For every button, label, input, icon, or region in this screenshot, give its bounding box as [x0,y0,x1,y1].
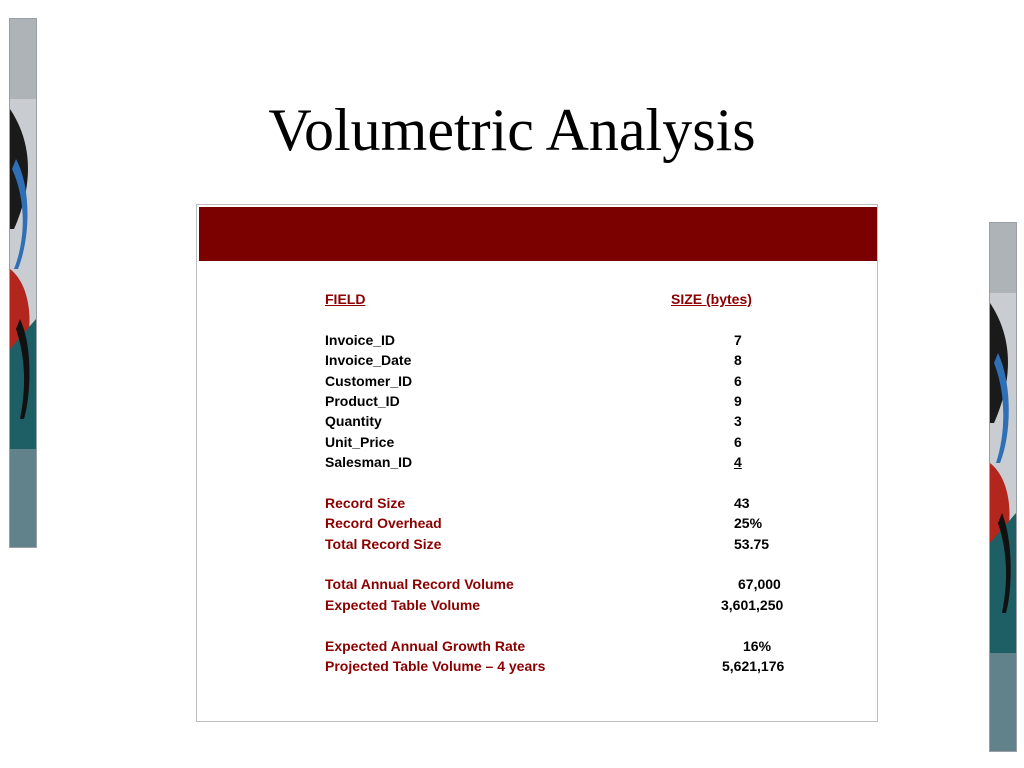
field-name: Invoice_Date [325,352,412,369]
summary-label: Total Annual Record Volume [325,576,514,593]
summary-value: 5,621,176 [722,658,785,675]
summary-label: Record Overhead [325,515,442,532]
field-name: Invoice_ID [325,331,396,348]
size-column-header: SIZE (bytes) [671,291,752,307]
summary-value: 16% [743,637,772,654]
slide-title: Volumetric Analysis [268,97,756,163]
field-size: 6 [734,433,742,450]
summary-value: 67,000 [738,576,781,593]
summary-label: Expected Annual Growth Rate [325,637,526,654]
summary-label: Projected Table Volume – 4 years [325,658,546,675]
field-name: Product_ID [325,392,400,409]
summary-label: Record Size [325,494,406,511]
field-size: 4 [734,454,742,471]
decorative-strip-right [989,222,1017,752]
field-name: Unit_Price [325,433,395,450]
field-name: Customer_ID [325,372,413,389]
field-name: Quantity [325,413,382,430]
field-size: 3 [734,413,742,430]
field-size: 6 [734,372,742,389]
summary-label: Total Record Size [325,535,442,552]
header-band [199,207,877,261]
summary-value: 53.75 [734,535,770,552]
field-name: Salesman_ID [325,454,413,471]
field-size: 9 [734,392,742,409]
field-column-header: FIELD [325,291,366,307]
content-panel [196,204,878,722]
decorative-strip-left [9,18,37,548]
summary-value: 43 [734,494,750,511]
field-size: 8 [734,352,742,369]
summary-value: 25% [734,515,763,532]
summary-value: 3,601,250 [721,596,784,613]
field-size: 7 [734,331,742,348]
summary-label: Expected Table Volume [325,596,481,613]
